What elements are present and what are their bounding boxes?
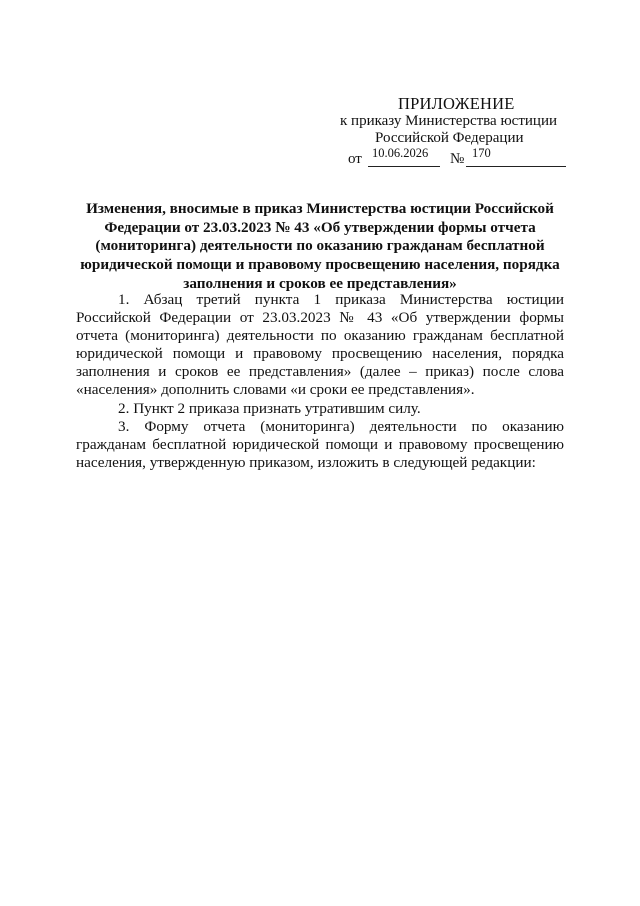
document-body	[76, 291, 564, 472]
paragraph-3: 3. Форму отчета (мониторинга) деятельности по оказанию гражданам бесплатной юридической помощи и правовому просвещению населения, утвержденную приказом, изложить в следующей редакции:	[76, 417, 564, 471]
date-value: 10.06.2026	[372, 146, 429, 160]
date-prefix: от	[348, 151, 362, 167]
number-value: 170	[472, 146, 491, 160]
date-field	[368, 148, 440, 167]
appendix-order-reference: к приказу Министерства юстиции	[340, 113, 557, 129]
number-field	[466, 148, 566, 167]
paragraph-1: 1. Абзац третий пункта 1 приказа Министерства юстиции Российской Федерации от 23.03.2023 № 43 «Об утверждении формы отчета (мониторинга) деятельности по оказанию гражданам бесплатной юридической помощи и правовому просвещению населения, порядка заполнения и сроков ее представления» (далее – приказ) после слова «населения» дополнить словами «и сроки ее представления».	[76, 291, 564, 399]
paragraph-2: 2. Пункт 2 приказа признать утратившим силу.	[118, 399, 421, 417]
appendix-organization: Российской Федерации	[375, 130, 524, 146]
date-number-row	[348, 148, 618, 170]
appendix-title: ПРИЛОЖЕНИЕ	[398, 94, 515, 113]
number-sign: №	[450, 151, 465, 167]
document-title: Изменения, вносимые в приказ Министерства юстиции Российской Федерации от 23.03.2023 № 43 «Об утверждении формы отчета (мониторинга) деятельности по оказанию гражданам бесплатной юридической помощи и правовому просвещению населения, порядка заполнения и сроков ее представления»	[80, 200, 560, 292]
